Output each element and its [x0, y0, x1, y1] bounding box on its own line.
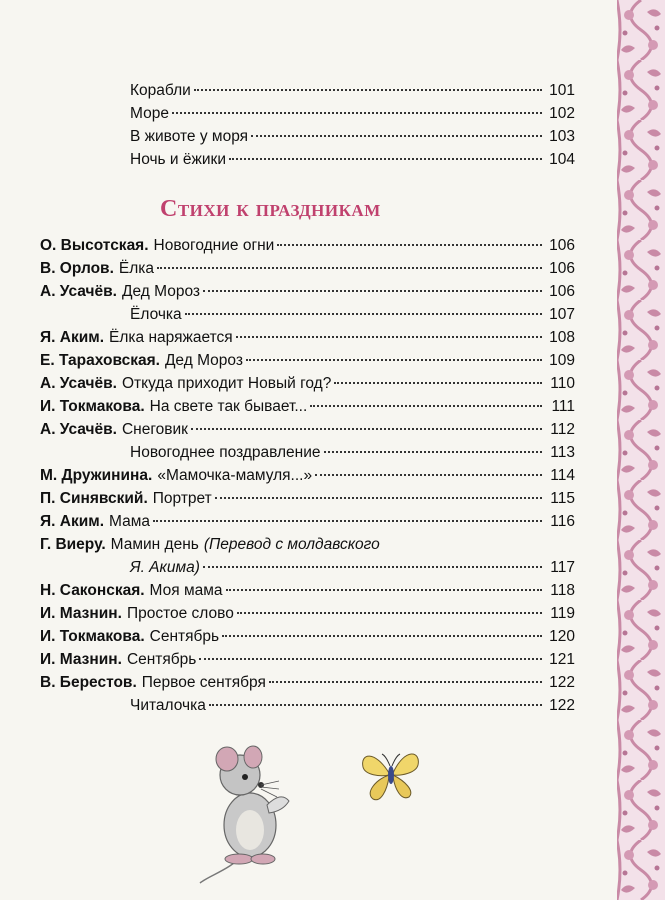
toc-entry-title: Мамин день: [110, 536, 199, 553]
leader-dots: [236, 336, 542, 338]
leader-dots: [237, 612, 542, 614]
leader-dots: [310, 405, 542, 407]
toc-entry-note: Я. Акима): [130, 559, 200, 576]
butterfly-illustration: [355, 745, 425, 805]
toc-entry-title: Сентябрь: [149, 628, 220, 645]
toc-entry-author: Е. Тараховская.: [40, 352, 160, 369]
toc-entry-title: В животе у моря: [130, 128, 249, 145]
toc-entry-title: Ёлочка: [130, 306, 182, 323]
toc-entry-title: Дед Мороз: [164, 352, 243, 369]
leader-dots: [277, 244, 542, 246]
leader-dots: [324, 451, 542, 453]
toc-entry-author: И. Токмакова.: [40, 398, 145, 415]
toc-entry: [130, 103, 575, 125]
toc-entry-page: 102: [549, 105, 575, 122]
toc-entry-author: И. Токмакова.: [40, 628, 145, 645]
leader-dots: [172, 112, 542, 114]
toc-entry-page: 103: [549, 128, 575, 145]
toc-entry: [40, 419, 575, 441]
leader-dots: [203, 290, 542, 292]
toc-entry-author: А. Усачёв.: [40, 283, 117, 300]
toc-entry-author: Я. Аким.: [40, 329, 105, 346]
toc-entry-page: 121: [549, 651, 575, 668]
toc-entry: [130, 304, 575, 326]
toc-entry-page: 114: [550, 467, 575, 484]
toc-entry-title: Корабли: [130, 82, 191, 99]
toc-entry-page: 101: [549, 82, 575, 99]
toc-entry-title: Мама: [109, 513, 150, 530]
toc-entry-page: 108: [549, 329, 575, 346]
toc-entry: [40, 465, 575, 487]
leader-dots: [222, 635, 542, 637]
toc-entry-page: 109: [549, 352, 575, 369]
toc-entry-page: 117: [550, 559, 575, 576]
toc-entry: [40, 281, 575, 303]
toc-entry: [130, 695, 575, 717]
toc-entry: [40, 672, 575, 694]
toc-entry: [40, 235, 575, 257]
toc-entry-author: И. Мазнин.: [40, 651, 122, 668]
toc-entry: [40, 350, 575, 372]
toc-entry-title: «Мамочка-мамуля...»: [157, 467, 313, 484]
toc-entry-note: (Перевод с молдавского: [203, 536, 380, 553]
toc-entry-author: В. Орлов.: [40, 260, 114, 277]
leader-dots: [199, 658, 542, 660]
toc-entry-page: 115: [550, 490, 575, 507]
toc-entry: [40, 373, 575, 395]
toc-entry-page: 110: [550, 375, 575, 392]
toc-entry-title: Простое слово: [126, 605, 234, 622]
leader-dots: [209, 704, 542, 706]
leader-dots: [194, 89, 542, 91]
toc-entry-title: Дед Мороз: [121, 283, 200, 300]
toc-entry-author: И. Мазнин.: [40, 605, 122, 622]
toc-entry-author: Н. Саконская.: [40, 582, 145, 599]
toc-entry-page: 107: [549, 306, 575, 323]
toc-entry: [40, 258, 575, 280]
leader-dots: [251, 135, 542, 137]
toc-entry-page: 111: [551, 398, 575, 415]
toc-entry-page: 119: [550, 605, 575, 622]
toc-entry-title: Моя мама: [149, 582, 223, 599]
toc-entry-page: 122: [549, 697, 575, 714]
section-title: Стихи к праздникам: [160, 196, 381, 222]
leader-dots: [334, 382, 542, 384]
leader-dots: [226, 589, 542, 591]
toc-entry-page: 106: [549, 237, 575, 254]
toc-entry: [130, 149, 575, 171]
toc-entry-author: Г. Виеру.: [40, 536, 106, 553]
toc-entry: [130, 442, 575, 464]
toc-entry-page: 104: [549, 151, 575, 168]
toc-entry-title: Новогодние огни: [153, 237, 275, 254]
leader-dots: [203, 566, 542, 568]
toc-entry: [40, 626, 575, 648]
leader-dots: [191, 428, 542, 430]
toc-entry-page: 118: [550, 582, 575, 599]
toc-entry-page: 106: [549, 260, 575, 277]
leader-dots: [229, 158, 542, 160]
toc-entry-author: А. Усачёв.: [40, 375, 117, 392]
toc-entry-title: Снеговик: [121, 421, 188, 438]
toc-entry-page: 112: [550, 421, 575, 438]
toc-entry-page: 116: [550, 513, 575, 530]
toc-entry: [130, 80, 575, 102]
toc-entry: [40, 511, 575, 533]
toc-entry-title: На свете так бывает...: [149, 398, 308, 415]
toc-entry: [130, 126, 575, 148]
toc-entry-title: Ёлка: [118, 260, 155, 277]
toc-entry-title: Ночь и ёжики: [130, 151, 226, 168]
toc-entry-page: 113: [550, 444, 575, 461]
toc-entry-title: Читалочка: [130, 697, 206, 714]
toc-entry: [40, 396, 575, 418]
toc-entry-title: Ёлка наряжается: [109, 329, 233, 346]
toc-entry: [40, 580, 575, 602]
toc-entry-title: Портрет: [152, 490, 212, 507]
toc-entry-title: Первое сентября: [141, 674, 266, 691]
toc-entry-page: 106: [549, 283, 575, 300]
toc-entry: [40, 603, 575, 625]
toc-entry-title: Море: [130, 105, 169, 122]
leader-dots: [157, 267, 542, 269]
toc-entry: [40, 649, 575, 671]
toc-entry: [40, 488, 575, 510]
toc-entry-author: М. Дружинина.: [40, 467, 153, 484]
toc-entry-page: 122: [549, 674, 575, 691]
toc-entry-multiline: [40, 534, 575, 556]
leader-dots: [269, 681, 542, 683]
toc-entry-title: Новогоднее поздравление: [130, 444, 321, 461]
toc-entry-author: О. Высотская.: [40, 237, 149, 254]
leader-dots: [215, 497, 542, 499]
mouse-illustration: [195, 735, 305, 885]
floral-border: [617, 0, 665, 900]
toc-entry-continuation: [130, 557, 575, 579]
toc-entry-author: А. Усачёв.: [40, 421, 117, 438]
toc-entry-author: В. Берестов.: [40, 674, 137, 691]
toc-entry-title: Откуда приходит Новый год?: [121, 375, 332, 392]
leader-dots: [315, 474, 542, 476]
leader-dots: [246, 359, 542, 361]
toc-entry-author: П. Синявский.: [40, 490, 148, 507]
toc-entry-page: 120: [549, 628, 575, 645]
leader-dots: [185, 313, 542, 315]
toc-entry-title: Сентябрь: [126, 651, 197, 668]
toc-entry-author: Я. Аким.: [40, 513, 105, 530]
toc-entry: [40, 327, 575, 349]
leader-dots: [153, 520, 542, 522]
